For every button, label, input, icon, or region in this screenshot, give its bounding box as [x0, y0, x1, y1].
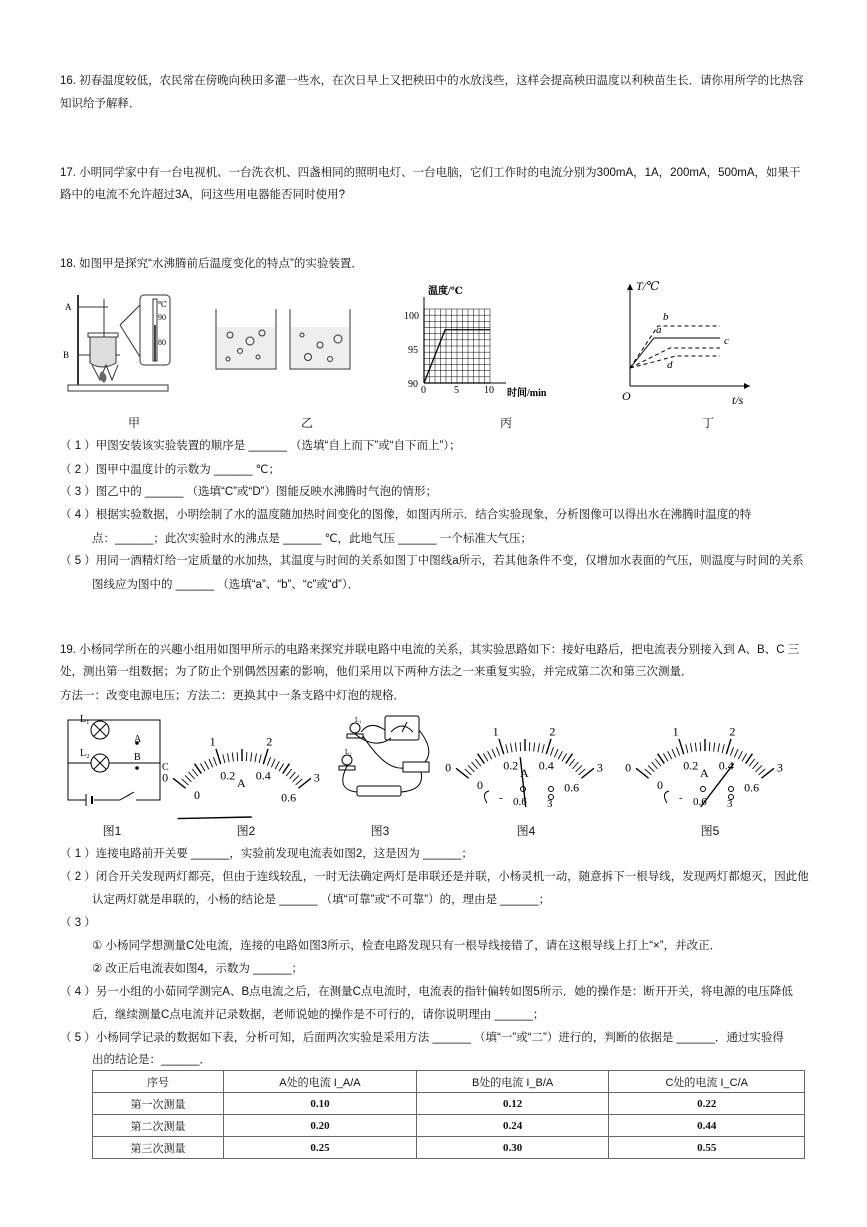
meter-tick [200, 764, 205, 772]
meter-tick [663, 754, 668, 762]
table-cell: 第二次测量 [93, 1115, 224, 1137]
meter-tick [223, 754, 225, 763]
terminal-post [701, 787, 706, 792]
meter-label-top-2: 2 [266, 734, 273, 749]
chart-grid [424, 297, 506, 383]
meter-label-bottom-02: 0.2 [220, 768, 236, 783]
table-row [93, 1115, 805, 1137]
figure-1-circuit [60, 710, 170, 810]
meter-tick [534, 743, 535, 752]
caption-ding: 丁 [701, 416, 714, 430]
meter-tick [668, 751, 672, 759]
table-cell: 第一次测量 [93, 1093, 224, 1115]
meter-tick [182, 779, 189, 785]
terminal-post [729, 787, 734, 792]
meter-tick [652, 762, 658, 769]
q19-item-4: （ 4 ）另一小组的小茹同学测完A、B点电流之后，在测量C点电流时，电流表的指针偏转如图5所示．她的操作是：断开开关，将电源的电压降低 [60, 986, 793, 998]
meter-tick [173, 778, 186, 788]
chart-ylabel: 温度/℃ [428, 286, 463, 297]
meter-tick [742, 754, 747, 762]
meter-tick [520, 742, 521, 751]
meter-tick [289, 772, 295, 779]
meter-tick [686, 744, 688, 753]
figure-bing-chart [400, 283, 570, 400]
ding-curve-a: a [656, 324, 662, 336]
q16-line2: 知识给予解释． [60, 98, 141, 110]
q18-item-4: （ 4 ）根据实验数据，小明绘制了水的温度随加热时间变化的图像，如图丙所示．结合实验现象，分析图像可以得出水在沸腾时温度的特 [60, 509, 752, 521]
meter-tick [759, 769, 766, 775]
meter-label-top-0: 0 [445, 760, 452, 775]
meter-tick [510, 743, 512, 752]
meter-tick [286, 769, 292, 776]
caption-fig3: 图3 [370, 824, 390, 838]
chart-xtick-0: 0 [421, 385, 426, 396]
meter-label-bottom-04: 0.4 [718, 758, 734, 773]
meter-tick [679, 739, 684, 754]
meter-tick [752, 762, 758, 769]
meter-tick [255, 753, 257, 762]
meter-tick [271, 759, 275, 767]
fig3-L2: L₂ [345, 748, 352, 756]
meter-label-top-1: 1 [209, 734, 216, 749]
label-A: A [65, 302, 72, 312]
q19-item-4-cont: 后，继续测量C点电流并记录数据，老师说她的操作是不可行的，请你说明理由 ______； [92, 1009, 545, 1021]
table-cell: 0.24 [416, 1115, 609, 1137]
meter-tick [538, 743, 540, 752]
caption-fig2: 图2 [236, 824, 256, 838]
meter-tick [648, 765, 654, 771]
meter-tick [185, 775, 191, 781]
table-header: 序号 [93, 1071, 224, 1093]
terminal-wire-neg [484, 791, 489, 803]
figure-3-physical-circuit [325, 710, 435, 810]
meter-tick [189, 772, 195, 779]
meter-label-top-2: 2 [549, 724, 556, 739]
q18-item-2: （ 2 ）图甲中温度计的示数为 ______ ℃； [60, 464, 280, 476]
meter-tick [550, 747, 553, 755]
meter-label-top-0: 0 [625, 760, 632, 775]
table-header-row [93, 1071, 805, 1093]
chart-xtick-5: 5 [454, 385, 459, 396]
terminal-neg: - [499, 792, 503, 804]
meter-label-top-0: 0 [162, 770, 169, 785]
meter-tick [293, 775, 299, 781]
meter-tick [655, 759, 661, 766]
meter-tick [279, 764, 284, 772]
table-cell: 0.22 [609, 1093, 805, 1115]
figure-jia-apparatus [60, 285, 180, 397]
meter-tick [492, 749, 496, 757]
meter-unit-A: A [237, 776, 246, 790]
meter-tick [714, 743, 715, 752]
q19-item-3-a: ① 小杨同学想测量C处电流，连接的电路如图3所示，检查电路发现只有一根导线接错了，请在这根导线上打上“×”，并改正． [92, 940, 722, 952]
q19-item-5-cont: 出的结论是：______． [92, 1054, 211, 1066]
ding-origin: O [622, 389, 631, 403]
fig3-L1: L₁ [355, 716, 362, 724]
meter-tick [546, 739, 551, 754]
meter-tick [542, 744, 544, 753]
meter-label-bottom-02: 0.2 [683, 758, 699, 773]
q18-title: 18. 如图甲是探究“水沸腾前后温度变化的特点”的实验装置． [60, 258, 363, 270]
caption-bing: 丙 [499, 416, 512, 430]
meter-tick [709, 742, 710, 751]
meter-tick [700, 742, 701, 751]
terminal-06: 0.6 [513, 796, 527, 808]
terminal-neg: - [679, 792, 683, 804]
q19-item-1: （ 1 ）连接电路前开关要 ______，实验前发现电流表如图2，这是因为 ______； [60, 848, 473, 860]
meter-label-bottom-0: 0 [657, 778, 664, 793]
chart-ytick-95: 95 [408, 345, 418, 356]
thermo-unit: ℃ [158, 300, 167, 309]
meter-tick [579, 769, 586, 775]
meter-label-top-3: 3 [776, 760, 783, 775]
meter-tick [730, 747, 733, 755]
chart-xtick-10: 10 [484, 385, 494, 396]
meter-label-bottom-04: 0.4 [538, 758, 554, 773]
table-cell: 0.30 [416, 1137, 609, 1159]
fig1-L2: L₂ [80, 748, 90, 759]
thermo-90: 90 [158, 313, 166, 322]
ding-curve-c: c [724, 335, 729, 347]
meter-tick [558, 751, 562, 759]
meter-tick [726, 739, 731, 754]
caption-fig4: 图4 [516, 824, 536, 838]
meter-tick [468, 765, 474, 771]
ding-curve-b: b [663, 311, 669, 323]
meter-tick [722, 744, 724, 753]
meter-label-bottom-06: 0.6 [281, 790, 297, 805]
terminal-3: 3 [727, 798, 733, 810]
meter-needle [178, 817, 252, 819]
figure-2-ammeter [162, 715, 320, 810]
meter-label-bottom-0: 0 [477, 778, 484, 793]
q19-item-3: （ 3 ） [60, 917, 96, 929]
meter-label-bottom-02: 0.2 [503, 758, 519, 773]
meter-tick [195, 764, 202, 774]
table-header: C处的电流 I_C/A [609, 1071, 805, 1093]
meter-unit-A: A [700, 766, 709, 780]
fig1-L1: L₁ [80, 714, 90, 725]
q17-line2: 路中的电流不允许超过3A，问这些用电器能否同时使用? [60, 189, 345, 201]
meter-tick [672, 749, 676, 757]
q19-item-2: （ 2 ）闭合开关发现两灯都亮，但由于连线较乱，一时无法确定两灯是串联还是并联，小杨灵机一动，随意拆下一根导线，发现两灯都熄灭，因此他 [60, 871, 809, 883]
meter-tick [749, 759, 755, 766]
q18-item-1: （ 1 ）甲图安装该实验装置的顺序是 ______ （选填“自上而下”或“自下而上”）； [60, 440, 461, 452]
table-cell: 0.44 [609, 1115, 805, 1137]
meter-tick [483, 754, 488, 762]
table-row [93, 1137, 805, 1159]
figure-yi-beakers [210, 305, 360, 375]
meter-tick [572, 762, 578, 769]
meter-tick [465, 769, 472, 775]
fig1-A: A [134, 734, 142, 745]
meter-tick [695, 743, 696, 752]
meter-tick [636, 768, 649, 778]
terminal-wire-neg [664, 791, 669, 803]
meter-tick [515, 743, 516, 752]
terminal-06: 0.6 [693, 796, 707, 808]
meter-tick [251, 753, 252, 762]
meter-tick [554, 749, 558, 757]
caption-fig5: 图5 [700, 824, 720, 838]
chart-xlabel: 时间/min [507, 388, 547, 399]
thermo-80: 80 [158, 338, 166, 347]
meter-label-top-3: 3 [596, 760, 603, 775]
ding-curve-d: d [667, 359, 673, 371]
q19-item-2-cont: 认定两灯就是串联的，小杨的结论是 ______ （填“可靠”或“不可靠”）的，理由是 ______； [92, 894, 551, 906]
meter-tick [566, 754, 573, 764]
meter-tick [496, 747, 499, 755]
caption-jia: 甲 [127, 416, 140, 430]
terminal-3: 3 [547, 798, 553, 810]
meter-tick [205, 761, 209, 769]
meter-tick [263, 749, 268, 764]
meter-tick [213, 757, 216, 765]
caption-yi: 乙 [300, 416, 313, 430]
terminal-post [549, 787, 554, 792]
meter-label-top-1: 1 [672, 724, 679, 739]
q18-item-4-cont: 点：______；此次实验时水的沸点是 ______ ℃，此地气压 ______ 一个标准大气压； [92, 533, 532, 545]
meter-label-bottom-06: 0.6 [744, 780, 760, 795]
ding-ylabel: T/℃ [636, 279, 660, 293]
q19-line1: 19. 小杨同学所在的兴趣小组用如图甲所示的电路来探究并联电路中电流的关系，其实验思路如下：接好电路后，把电流表分别接入到 A、B、C 三 [60, 644, 800, 656]
fig1-C: C [162, 762, 169, 773]
meter-tick [499, 739, 504, 754]
meter-tick [569, 759, 575, 766]
q18-item-5: （ 5 ）用同一酒精灯给一定质量的水加热，其温度与时间的关系如图丁中图线a所示，若其他条件不变，仅增加水表面的气压，则温度与时间的关系 [60, 555, 804, 567]
table-cell: 0.55 [609, 1137, 805, 1159]
meter-tick [576, 765, 582, 771]
table-cell: 0.25 [224, 1137, 417, 1159]
meter-tick [718, 743, 720, 752]
meter-tick [456, 768, 469, 778]
meter-tick [296, 779, 303, 785]
meter-tick [756, 765, 762, 771]
meter-tick [746, 754, 753, 764]
meter-tick [216, 749, 221, 764]
meter-tick [246, 752, 247, 761]
q16-line1: 16. 初春温度较低，农民常在傍晚向秧田多灌一些水，在次日早上又把秧田中的水放浅些，这样会提高秧田温度以利秧苗生长．请你用所学的比热容 [60, 75, 804, 87]
meter-tick [232, 753, 233, 762]
meter-label-bottom-0: 0 [194, 788, 201, 803]
meter-tick [472, 762, 478, 769]
meter-label-bottom-06: 0.6 [564, 780, 580, 795]
q19-item-5: （ 5 ）小杨同学记录的数据如下表，分析可知，后面两次实验是采用方法 ______ （填“一”或“二”）进行的，判断的依据是 ______．通过实验得 [60, 1032, 784, 1044]
meter-tick [259, 754, 261, 763]
q17-line1: 17. 小明同学家中有一台电视机、一台洗衣机、四盏相同的照明电灯、一台电脑，它们工作时的电流分别为300mA，1A，200mA，500mA，如果干 [60, 167, 801, 179]
q18-item-3: （ 3 ）图乙中的 ______ （选填“C”或“D”）图能反映水沸腾时气泡的情形； [60, 486, 437, 498]
fig1-B: B [134, 752, 141, 763]
q19-line3: 方法一：改变电源电压；方法二：更换其中一条支路中灯泡的规格． [60, 690, 405, 702]
table-header: A处的电流 I_A/A [224, 1071, 417, 1093]
figure-ding-chart [620, 276, 760, 407]
meter-tick [562, 754, 567, 762]
table-cell: 0.20 [224, 1115, 417, 1137]
figure-5-ammeter [620, 705, 790, 810]
meter-tick [658, 754, 665, 764]
caption-fig1: 图1 [102, 824, 122, 838]
meter-tick [298, 778, 311, 788]
meter-tick [645, 769, 652, 775]
meter-tick [738, 751, 742, 759]
table-row [93, 1093, 805, 1115]
meter-label-top-2: 2 [729, 724, 736, 739]
meter-tick [237, 752, 238, 761]
meter-tick [275, 761, 279, 769]
meter-tick [478, 754, 485, 764]
meter-label-bottom-04: 0.4 [255, 768, 271, 783]
chart-ytick-100: 100 [404, 311, 419, 322]
q19-line2: 处，测出第一组数据；为了防止个别偶然因素的影响，他们采用以下两种方法之一来重复实验，并完成第二次和第三次测量． [60, 666, 693, 678]
meter-tick [227, 753, 229, 762]
meter-tick [267, 757, 270, 765]
meter-unit-A: A [520, 766, 529, 780]
table-cell: 0.10 [224, 1093, 417, 1115]
label-B: B [63, 350, 70, 360]
meter-tick [209, 759, 213, 767]
meter-tick [488, 751, 492, 759]
table-header: B处的电流 I_B/A [416, 1071, 609, 1093]
meter-tick [690, 743, 692, 752]
meter-label-top-1: 1 [492, 724, 499, 739]
meter-label-top-3: 3 [313, 770, 320, 785]
meter-tick [529, 742, 530, 751]
meter-tick [192, 769, 198, 776]
current-data-table [92, 1070, 805, 1159]
chart-ytick-90: 90 [408, 379, 418, 390]
meter-tick [676, 747, 679, 755]
meter-tick [761, 768, 774, 778]
meter-tick [475, 759, 481, 766]
meter-tick [581, 768, 594, 778]
table-cell: 0.12 [416, 1093, 609, 1115]
table-cell: 第三次测量 [93, 1137, 224, 1159]
meter-tick [283, 764, 290, 774]
meter-tick [506, 744, 508, 753]
q19-item-3-b: ② 改正后电流表如图4，示数为 ______； [92, 963, 303, 975]
ding-xlabel: t/s [732, 393, 744, 407]
q18-item-5-cont: 图线应为图中的 ______ （选填“a”、“b”、“c”或“d”）． [92, 579, 360, 591]
figure-4-ammeter [440, 705, 610, 810]
meter-tick [734, 749, 738, 757]
